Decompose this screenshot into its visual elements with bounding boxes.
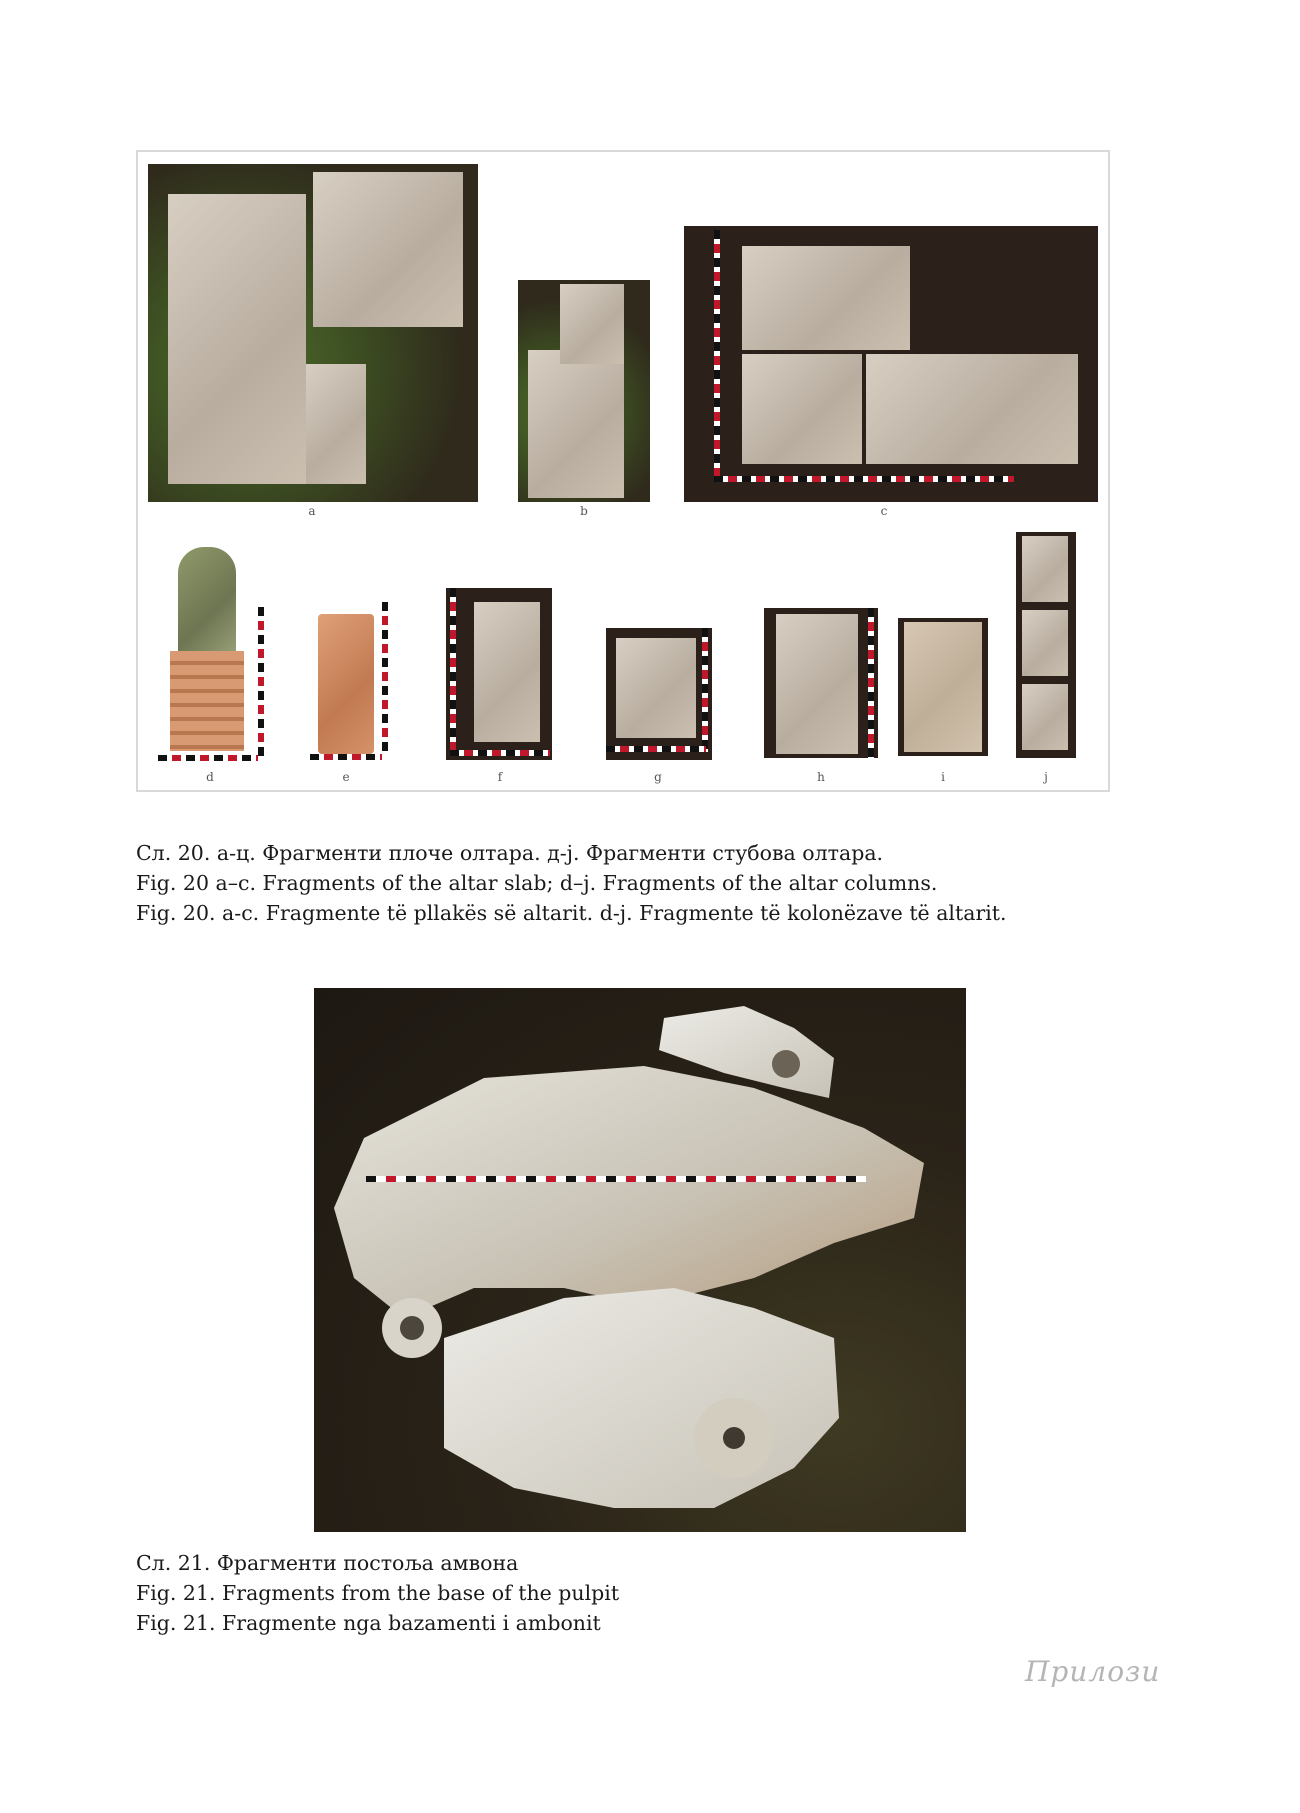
label-e: e <box>342 770 350 784</box>
photo-a <box>148 164 478 502</box>
figure-20-caption <box>136 838 1007 928</box>
figure-21-caption <box>136 1548 619 1638</box>
caption-line-albanian: Fig. 21. Fragmente nga bazamenti i ambonit <box>136 1611 601 1635</box>
caption-line-serbian: Сл. 20. а-ц. Фрагменти плоче олтара. д-ј. Фрагменти стубова олтара. <box>136 841 884 865</box>
running-title: Прилози <box>1025 1655 1161 1688</box>
label-i: i <box>941 770 945 784</box>
caption-line-albanian: Fig. 20. a-c. Fragmente të pllakës së altarit. d-j. Fragmente të kolonëzave të altarit. <box>136 901 1007 925</box>
label-d: d <box>206 770 214 784</box>
photo-c <box>684 226 1098 502</box>
label-j: j <box>1044 770 1048 784</box>
photo-j <box>1016 532 1076 758</box>
photo-h <box>764 608 878 758</box>
label-h: h <box>817 770 825 784</box>
caption-line-serbian: Сл. 21. Фрагменти постоља амвона <box>136 1551 519 1575</box>
label-a: a <box>308 504 316 518</box>
label-g: g <box>654 770 662 784</box>
scale-bar <box>366 1176 866 1182</box>
photo-f <box>446 588 552 760</box>
label-f: f <box>497 770 503 784</box>
figure-20-plate <box>136 150 1110 792</box>
caption-line-english: Fig. 20 a–c. Fragments of the altar slab; d–j. Fragments of the altar columns. <box>136 871 938 895</box>
pulpit-fragments-illustration <box>314 988 966 1532</box>
figure-21-photo <box>314 988 966 1532</box>
photo-g <box>606 628 712 760</box>
photo-i <box>898 618 988 756</box>
label-c: c <box>880 504 888 518</box>
photo-d <box>158 547 270 767</box>
caption-line-english: Fig. 21. Fragments from the base of the pulpit <box>136 1581 620 1605</box>
label-b: b <box>580 504 588 518</box>
photo-e <box>310 602 394 768</box>
photo-b <box>518 280 650 502</box>
